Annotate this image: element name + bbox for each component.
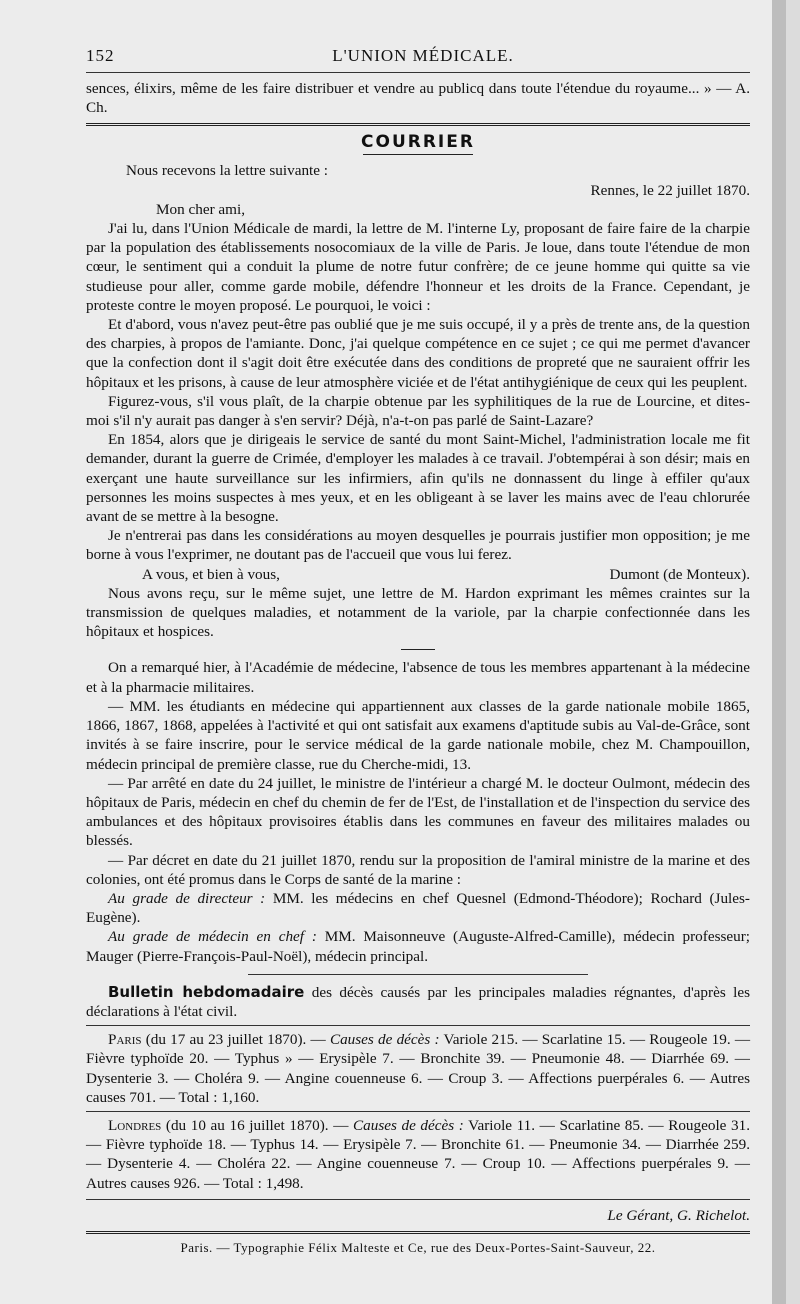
header-rule: [86, 72, 750, 73]
letter-paragraph: Et d'abord, vous n'avez peut-être pas oublié que je me suis occupé, il y a près de trente ans, de la question des charpies, à propos de l'amiante. Donc, j'ai quelque compétence en ce sujet ; ce qui me permet d'avancer que la confection dont il s'agit doit être exécutée dans des conditions de propreté que ne sauraient offrir les hôpitaux et les prisons, à cause de leur atmosphère viciée et de l'état antihygiénique de ceux qui les peuplent.: [86, 316, 750, 391]
promotion-text: MM. Maisonneuve (Auguste-Alfred-Camille), médecin professeur; Mauger (Pierre-François-Paul-Noël), médecin principal.: [86, 928, 750, 965]
bulletin-stats: Variole 11. — Scarlatine 85. — Rougeole 31. — Fièvre typhoïde 18. — Typhus 14. — Erysipèle 7. — Bronchite 61. — Pneumonie 34. — Diarrhée 259. — Dysenterie 4. — Choléra 22. — Angine couenneuse 7. — Croup 10. — Affections puerpérales 9. — Autres causes 926. — Total : 1,498.: [86, 1116, 751, 1192]
letter-lead: Nous recevons la lettre suivante :: [126, 162, 329, 180]
page-edge: [772, 0, 786, 1304]
place-date: Rennes, le 22 juillet 1870.: [590, 181, 750, 199]
promotion-label: Au grade de médecin en chef :: [108, 928, 317, 946]
bulletin-londres: [86, 1116, 750, 1193]
running-title: L'UNION MÉDICALE.: [332, 46, 514, 65]
intro-text: sences, élixirs, même de les faire distribuer et vendre au publicq dans toute l'étendue du royaume... » — A. Ch.: [86, 80, 750, 117]
title-rule: [363, 154, 473, 155]
bulletin-inner-rule: [86, 1111, 750, 1112]
promotion-directeur: [86, 889, 750, 927]
letter-paragraph: Je n'entrerai pas dans les considérations au moyen desquelles je pourrais justifier mon opposition; je me borne à vous l'exprimer, ne doutant pas de l'accueil que vous lui ferez.: [86, 527, 750, 564]
letter-paragraph: J'ai lu, dans l'Union Médicale de mardi, la lettre de M. l'interne Ly, proposant de faire faire de la charpie par la population des établissements nosocomiaux de la ville de Paris. Je loue, dans toute l'étendue de mon cœur, le sentiment qui a conduit la plume de notre futur confrère; de ce jeune homme qui quitte sa vie studieuse pour aller, comme garde mobile, défendre l'honneur et les droits de la France. Cependant, je proteste contre le moyen proposé. Le pourquoi, le voici :: [86, 220, 750, 314]
closing-row: [86, 565, 750, 584]
promotion-text: MM. les médecins en chef Quesnel (Edmond-Théodore); Rochard (Jules-Eugène).: [86, 889, 750, 927]
bulletin-inner-rule: [86, 1025, 750, 1026]
footer-rule: [86, 1231, 750, 1234]
bulletin-end-rule: [86, 1199, 750, 1200]
causes-label: Causes de décès :: [353, 1116, 464, 1134]
letter-paragraph: Figurez-vous, s'il vous plaît, de la charpie obtenue par les syphilitiques de la rue de Lourcine, et dites-moi s'il n'y aurait pas danger à s'en servir? Déjà, n'a-t-on pas parlé de Saint-Lazare?: [86, 392, 750, 430]
bulletin-dates: (du 10 au 16 juillet 1870). —: [161, 1116, 353, 1134]
news-item: On a remarqué hier, à l'Académie de médecine, l'absence de tous les membres appartenant à la médecine et à la pharmacie militaires.: [86, 659, 750, 696]
bulletin-rule: [248, 974, 588, 975]
letter-lead-row: [86, 161, 750, 180]
news-item: — Par décret en date du 21 juillet 1870, rendu sur la proposition de l'amiral ministre de la marine et des colonies, ont été promus dans le Corps de santé de la marine :: [86, 851, 750, 888]
editor-note: Nous avons reçu, sur le même sujet, une lettre de M. Hardon exprimant les mêmes craintes sur la transmission de quelques maladies, et notamment de la variole, par la charpie confectionnée dans les hôpitaux et hospices.: [86, 584, 750, 641]
separator: [401, 649, 435, 650]
bulletin-paris: [86, 1030, 750, 1107]
bulletin-dates: (du 17 au 23 juillet 1870). —: [141, 1031, 330, 1049]
news-item: — Par arrêté en date du 24 juillet, le ministre de l'intérieur a chargé M. le docteur Oulmont, médecin des hôpitaux de Paris, médecin en chef du chemin de fer de l'Est, de l'installation et de l'inspection du service des ambulances et des hôpitaux provisoires établis dans les communes en faveur des militaires malades ou blessés.: [86, 774, 750, 850]
gerant-signature: [86, 1206, 750, 1225]
letter-paragraph: En 1854, alors que je dirigeais le service de santé du mont Saint-Michel, l'administration locale me fit demander, durant la guerre de Crimée, d'employer les malades à ce travail. J'obtempérai à son désir; mais en exerçant une haute surveillance sur les infirmiers, afin qu'ils ne donnassent du linge à effiler qu'aux personnes les moins suspectes à mes yeux, et en les obligeant à se laver les mains avec de l'eau chlorurée avant de se mettre à la besogne.: [86, 431, 750, 526]
closing: A vous, et bien à vous,: [142, 565, 280, 583]
promotion-label: Au grade de directeur :: [108, 889, 266, 907]
signature: Dumont (de Monteux).: [609, 565, 750, 583]
page-header: [86, 36, 750, 66]
bulletin-intro: [86, 983, 750, 1021]
salutation: Mon cher ami,: [156, 200, 245, 218]
page-number: 152: [86, 46, 115, 65]
imprint: Paris. — Typographie Félix Malteste et Ce, rue des Deux-Portes-Saint-Sauveur, 22.: [180, 1239, 656, 1255]
section-rule: [86, 123, 750, 126]
bulletin-intro-text: des décès causés par les principales maladies régnantes, d'après les déclarations à l'état civil.: [86, 983, 750, 1020]
gerant: Le Gérant, G. Richelot.: [607, 1206, 750, 1224]
city-label: Londres: [108, 1116, 162, 1134]
section-title: COURRIER: [361, 132, 475, 153]
bulletin-heading: Bulletin hebdomadaire: [108, 982, 305, 1001]
causes-label: Causes de décès :: [329, 1031, 440, 1049]
city-label: Paris: [108, 1031, 142, 1049]
bulletin-stats: Variole 215. — Scarlatine 15. — Rougeole 19. — Fièvre typhoïde 20. — Typhus » — Erysipèle 7. — Bronchite 39. — Pneumonie 48. — Diarrhée 69. — Dysenterie 3. — Choléra 9. — Angine couenneuse 6. — Croup 3. — Affections puerpérales 6. — Autres causes 701. — Total : 1,160.: [86, 1031, 751, 1106]
promotion-medecin-chef: [86, 927, 750, 965]
news-item: — MM. les étudiants en médecine qui appartiennent aux classes de la garde nationale mobile 1865, 1866, 1867, 1868, appelées à l'activité et qui ont satisfait aux examens d'aptitude subis au Val-de-Grâce, sont invités à se faire inscrire, pour le service médical de la garde nationale mobile, chez M. Champouillon, médecin principal de première classe, rue du Cherche-midi, 13.: [86, 697, 750, 773]
